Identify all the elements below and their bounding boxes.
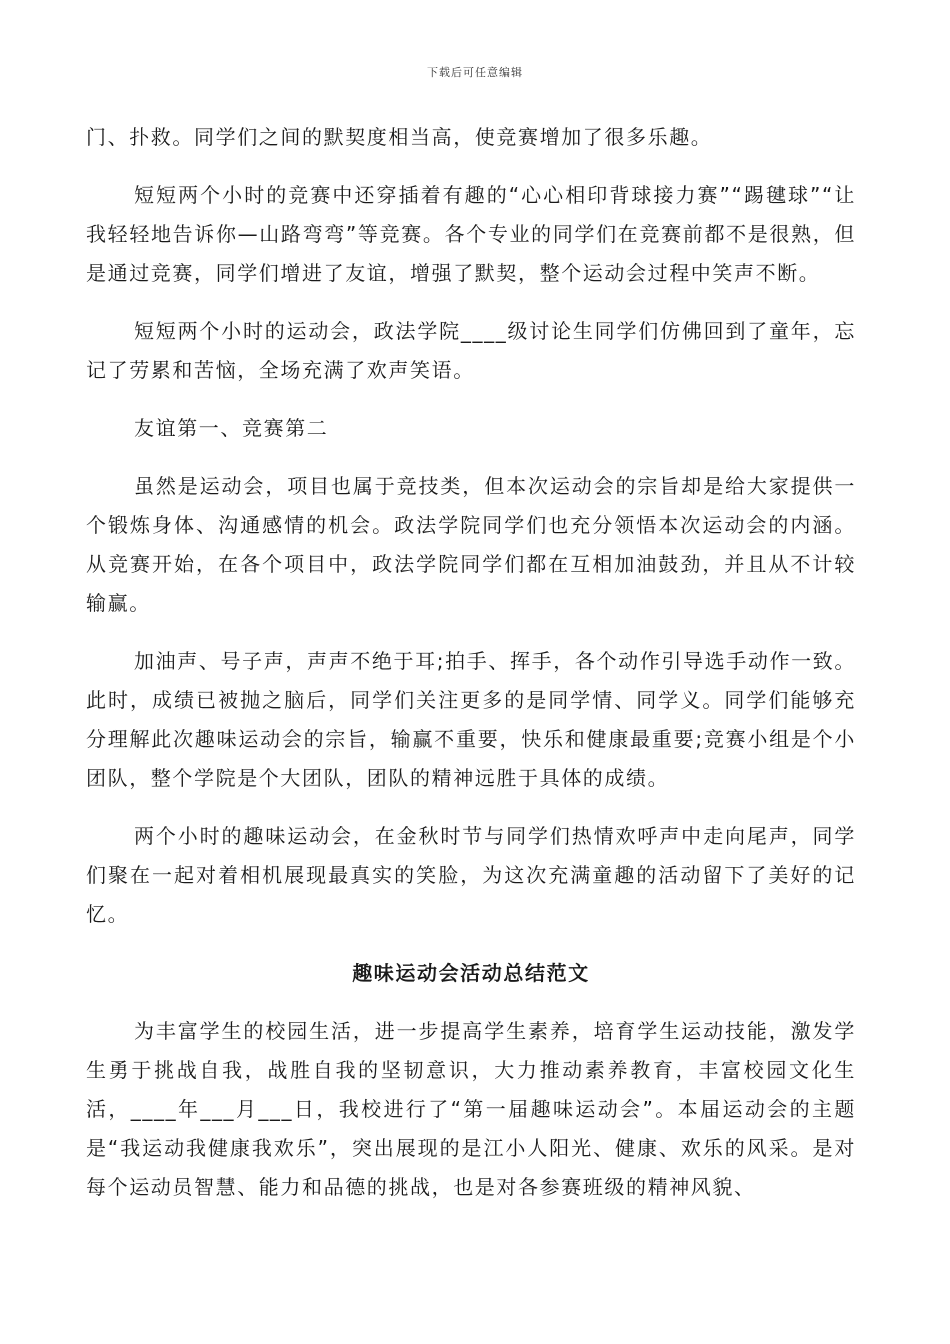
section-title: 趣味运动会活动总结范文 <box>352 961 590 985</box>
subheading-paragraph: 友谊第一、竞赛第二 <box>134 416 329 440</box>
body-paragraph: 两个小时的趣味运动会，在金秋时节与同学们热情欢呼声中走向尾声，同学们聚在一起对着相机展现最真实的笑脸，为这次充满童趣的活动留下了美好的记忆。 <box>86 824 856 926</box>
body-paragraph: 加油声、号子声，声声不绝于耳;拍手、挥手，各个动作引导选手动作一致。此时，成绩已被抛之脑后，同学们关注更多的是同学情、同学义。同学们能够充分理解此次趣味运动会的宗旨，输赢不重要，快乐和健康最重要;竞赛小组是个小团队，整个学院是个大团队，团队的精神远胜于具体的成绩。 <box>86 649 856 790</box>
document-body <box>86 118 856 1226</box>
body-paragraph: 短短两个小时的运动会，政法学院____级讨论生同学们仿佛回到了童年，忘记了劳累和苦恼，全场充满了欢声笑语。 <box>86 319 856 382</box>
body-paragraph: 门、扑救。同学们之间的默契度相当高，使竞赛增加了很多乐趣。 <box>86 125 713 149</box>
body-paragraph: 为丰富学生的校园生活，进一步提高学生素养，培育学生运动技能，激发学生勇于挑战自我，战胜自我的坚韧意识，大力推动素养教育，丰富校园文化生活，____年___月___日，我校进行了“第一届趣味运动会”。本届运动会的主题是“我运动我健康我欢乐”，突出展现的是江小人阳光、健康、欢乐的风采。是对每个运动员智慧、能力和品德的挑战，也是对各参赛班级的精神风貌、 <box>86 1019 856 1199</box>
page-header: 下载后可任意编辑 <box>427 66 523 79</box>
body-paragraph: 短短两个小时的竞赛中还穿插着有趣的“心心相印背球接力赛”“踢毽球”“让我轻轻地告诉你—山路弯弯”等竞赛。各个专业的同学们在竞赛前都不是很熟，但是通过竞赛，同学们增进了友谊，增强了默契，整个运动会过程中笑声不断。 <box>86 183 856 285</box>
body-paragraph: 虽然是运动会，项目也属于竞技类，但本次运动会的宗旨却是给大家提供一个锻炼身体、沟通感情的机会。政法学院同学们也充分领悟本次运动会的内涵。从竞赛开始，在各个项目中，政法学院同学们都在互相加油鼓劲，并且从不计较输赢。 <box>86 474 856 615</box>
